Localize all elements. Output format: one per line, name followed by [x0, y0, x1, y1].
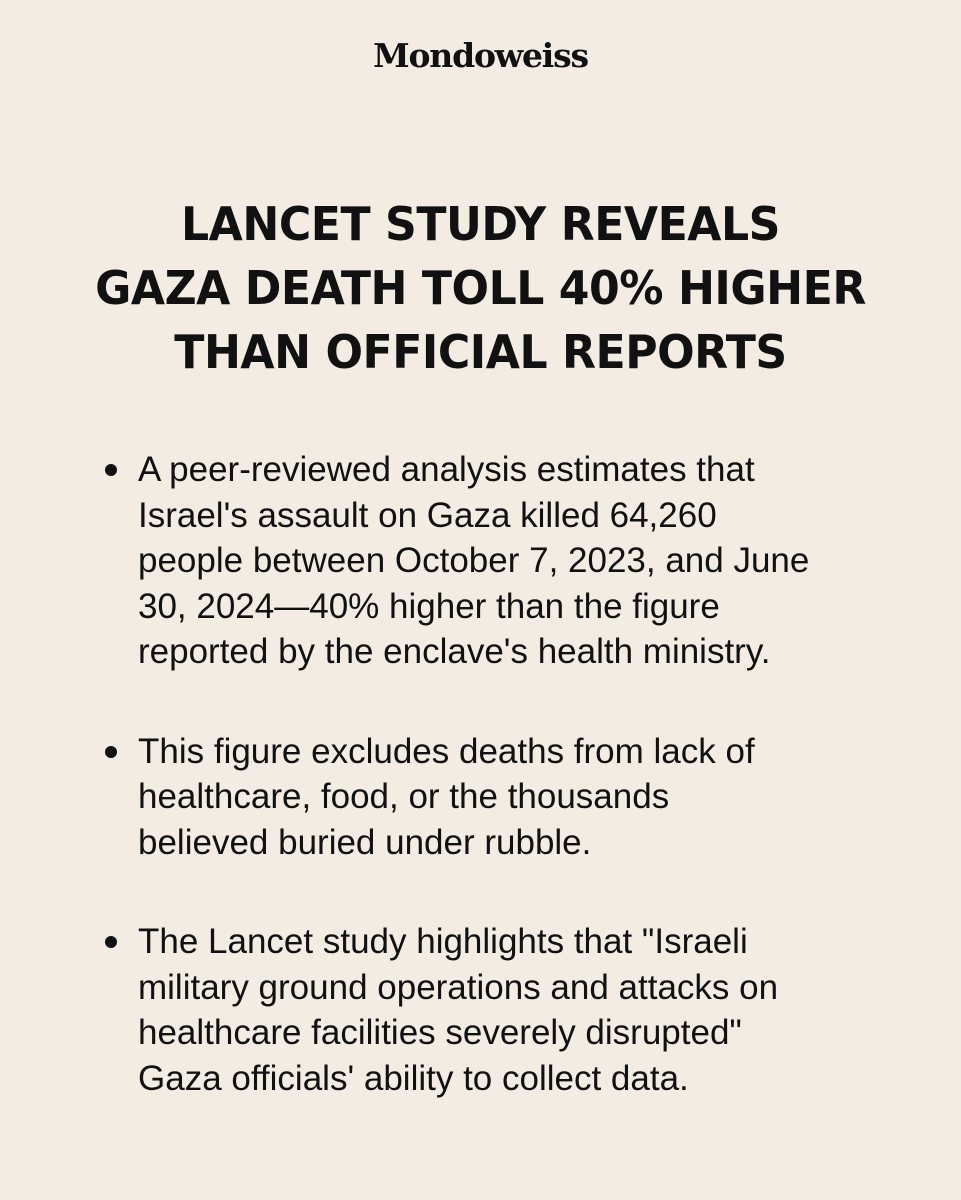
- brand-logo: Mondoweiss: [373, 36, 588, 75]
- bullet-dot-icon: [105, 464, 117, 476]
- bullet-line: reported by the enclave's health ministry.: [138, 632, 771, 671]
- bullet-item: [98, 729, 898, 866]
- bullet-line: people between October 7, 2023, and June: [138, 541, 810, 580]
- bullet-text: [138, 919, 898, 1101]
- bullet-line: The Lancet study highlights that "Israeli: [138, 922, 748, 961]
- headline: [30, 192, 931, 384]
- bullet-text: [138, 447, 898, 675]
- bullet-dot-icon: [105, 746, 117, 758]
- bullet-line: healthcare, food, or the thousands: [138, 777, 670, 816]
- bullet-line: believed buried under rubble.: [138, 822, 592, 862]
- bullet-text: [138, 729, 898, 866]
- headline-line: GAZA DEATH TOLL 40% HIGHER: [95, 261, 866, 315]
- bullet-dot-icon: [105, 936, 117, 948]
- headline-line: LANCET STUDY REVEALS: [181, 197, 780, 251]
- bullet-line: Gaza officials' ability to collect data.: [138, 1058, 689, 1098]
- bullet-line: 30, 2024—40% higher than the figure: [138, 586, 720, 626]
- bullet-list: [98, 447, 898, 1101]
- bullet-line: healthcare facilities severely disrupted": [138, 1013, 742, 1052]
- bullet-line: This figure excludes deaths from lack of: [138, 731, 755, 771]
- headline-line: THAN OFFICIAL REPORTS: [174, 325, 787, 379]
- bullet-line: Israel's assault on Gaza killed 64,260: [138, 495, 717, 535]
- bullet-item: [98, 447, 898, 675]
- bullet-line: military ground operations and attacks on: [138, 967, 779, 1007]
- bullet-item: [98, 919, 898, 1101]
- bullet-line: A peer-reviewed analysis estimates that: [138, 450, 755, 489]
